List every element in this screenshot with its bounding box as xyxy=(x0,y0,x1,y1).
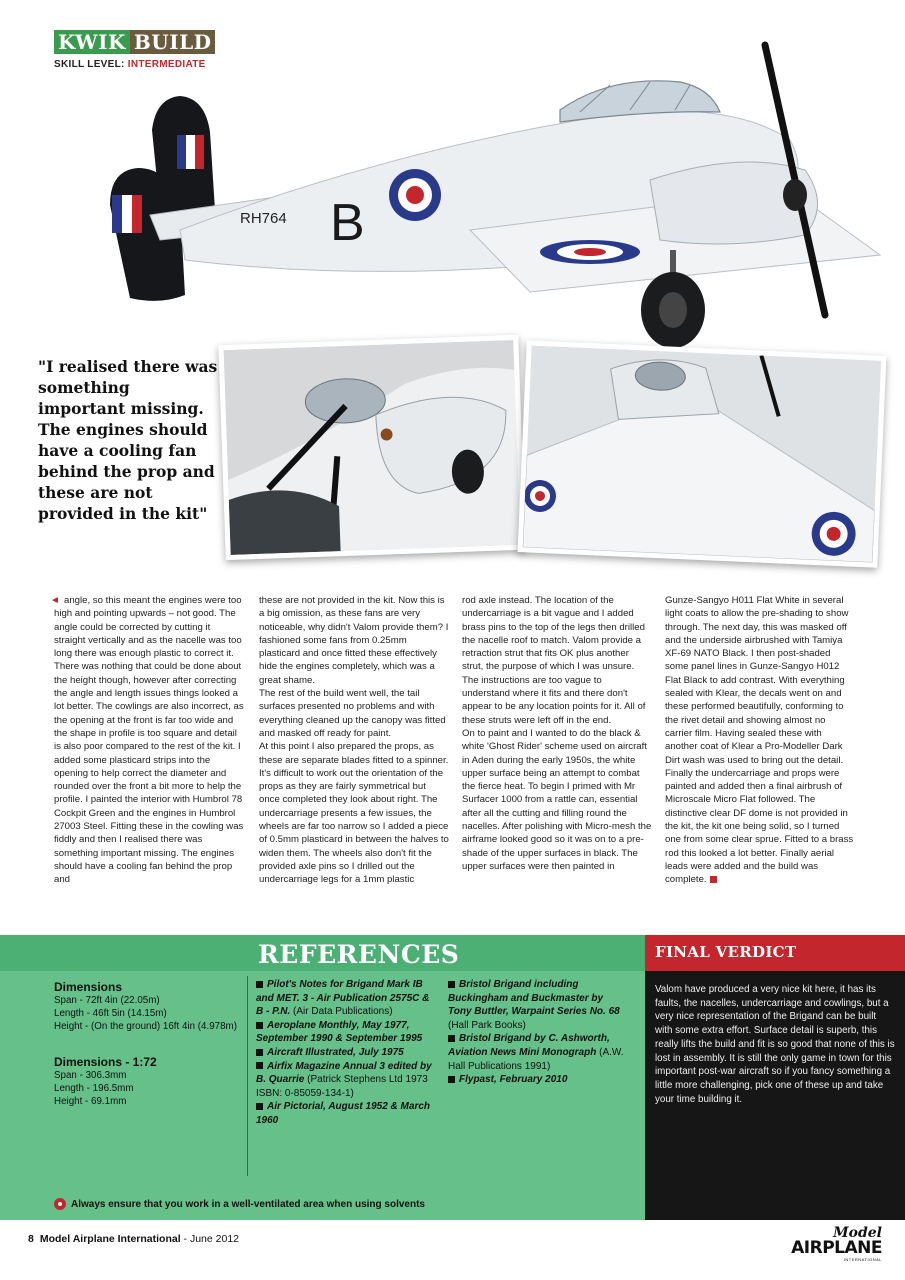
bullet-square-icon xyxy=(448,981,455,988)
reference-title: Aeroplane Monthly, May 1977, September 1990 & September 1995 xyxy=(256,1019,423,1045)
hero-code-letter: B xyxy=(330,194,365,252)
safety-note xyxy=(54,1198,425,1210)
article-col2-p1: these are not provided in the kit. Now this is a big omission, as these fans are very noticeable, why didn't Valom provide them? I fashioned some fans from 0.25mm plasticard and once fitted these effectively hide the engines completely, which was a great shame. xyxy=(259,595,449,686)
reference-item xyxy=(256,1100,436,1127)
article-col3-p1: rod axle instead. The location of the undercarriage is a bit vague and I added brass pins to the top of the legs then drilled the nacelle roof to match. Valom provide a retraction strut that fits OK plus another strut, the purpose of which I was unsure. The instructions are too vague to understand where it fits and there don't appear to be any location points for it. All of these struts were left off in the end. xyxy=(462,595,646,726)
safety-note-text: Always ensure that you work in a well-ventilated area when using solvents xyxy=(71,1198,425,1210)
badge-build: BUILD xyxy=(130,30,216,54)
page-number: 8 xyxy=(28,1233,34,1245)
final-verdict-panel xyxy=(645,935,905,1220)
reference-detail: (A.W. Hall Publications 1991) xyxy=(448,1046,624,1072)
dimension-span: Span - 72ft 4in (22.05m) xyxy=(54,995,160,1006)
magazine-logo xyxy=(782,1226,882,1262)
dimension-length: Length - 46ft 5in (14.15m) xyxy=(54,1008,167,1019)
skill-prefix: SKILL LEVEL: xyxy=(54,59,125,70)
reference-title: Flypast, February 2010 xyxy=(459,1074,568,1086)
dimension-height: Height - (On the ground) 16ft 4in (4.978m) xyxy=(54,1021,237,1032)
bullet-square-icon xyxy=(256,1062,263,1069)
article-col3-p2: On to paint and I wanted to do the black & white 'Ghost Rider' scheme used on aircraft in Aden during the early 1950s, the white upper surface being an attempt to combat the fierce heat. To begin I primed with Mr Surfacer 1000 from a rattle can, essential after all the cutting and filling round the nacelles. After polishing with Micro-mesh the airframe looked good so it was on to a pre-shade of the upper surfaces in black. The upper surfaces were then painted in xyxy=(462,727,652,872)
final-verdict-header xyxy=(645,935,905,971)
photo-wing-detail xyxy=(518,340,887,568)
continued-arrow-icon: ◄ xyxy=(50,595,60,606)
reference-item xyxy=(256,1046,436,1060)
bullet-square-icon xyxy=(448,1035,455,1042)
hazard-icon xyxy=(54,1198,66,1210)
reference-detail: (Patrick Stephens Ltd 1973 ISBN: 0-85059-134-1) xyxy=(256,1074,428,1099)
reference-item xyxy=(448,1032,628,1073)
page-footer xyxy=(28,1233,239,1245)
bullet-square-icon xyxy=(256,981,263,988)
magazine-name: Model Airplane International xyxy=(39,1233,181,1245)
article-col1-text: angle, so this meant the engines were too high and pointing upwards – not good. The angle could be corrected by cutting it straight vertically and as the nacelle was too long there was enough plastic to correct it. There was nothing that could be done about the height though, however after correcting the angle and length issues things looked a lot better. The cowlings are also incorrect, as the opening at the front is far too wide and the shape in profile is too square and detail is also poor compared to the rest of the kit. I added some plasticard strips into the opening to help correct the diameter and rounded over the front a bit more to help the profile. I painted the interior with Humbrol 78 Cockpit Green and the engines in Humbrol 27003 Steel. Fitting these in the cowling was fiddly and then I realised there was something important missing. The engines should have a cooling fan behind the prop and xyxy=(54,595,244,886)
bullet-square-icon xyxy=(256,1103,263,1110)
reference-item xyxy=(256,978,436,1019)
dimensions-block xyxy=(54,980,239,1108)
article-col2-p3: At this point I also prepared the props, as these are separate blades fitted to a spinner. It's difficult to work out the orientation of the props as they are fairly symmetrical but once completed they look about right. The undercarriage presents a few issues, the wheels are far too narrow so I added a piece of 0.5mm plasticard in between the halves to widen them. The wheels also don't fit the provided axle pins so I drilled out the undercarriage legs for a 1mm plastic xyxy=(259,741,449,886)
end-of-article-icon xyxy=(710,876,717,883)
badge-kwik: KWIK xyxy=(54,30,130,54)
article-column-3 xyxy=(462,594,652,873)
scale-height: Height - 69.1mm xyxy=(54,1096,127,1107)
scale-dimensions-title: Dimensions - 1:72 xyxy=(54,1055,157,1069)
pull-quote: "I realised there was something important missing. The engines should have a cooling fan behind the prop and these are not provided in the kit" xyxy=(38,357,218,523)
reference-title: Aircraft Illustrated, July 1975 xyxy=(267,1046,404,1058)
article-column-2 xyxy=(259,594,449,887)
logo-line-international: INTERNATIONAL xyxy=(843,1257,882,1262)
reference-item xyxy=(256,1060,436,1101)
reference-title: Bristol Brigand by C. Ashworth, Aviation News Mini Monograph xyxy=(448,1033,610,1058)
reference-list-1 xyxy=(256,978,436,1128)
hero-aircraft-image xyxy=(90,30,905,360)
reference-title: Bristol Brigand including Buckingham and Buckmaster by Tony Buttler, Warpaint Series No. 68 xyxy=(448,979,620,1018)
logo-line-airplane: AIRPLANE xyxy=(791,1238,882,1258)
reference-list-2 xyxy=(448,978,628,1087)
final-verdict-text: Valom have produced a very nice kit here, it has its faults, the nacelles, undercarriage and cowlings, but a very nice representation of the Brigand can be built with some extra effort. Surface detail is superb, this really lifts the build and fit is so good that none of this is lost in assembly. It is still the only game in town for this important post-war aircraft so if you fancy something a little more challenging, pick one of these up and take your time building it. xyxy=(655,984,895,1105)
final-verdict-title: FINAL VERDICT xyxy=(655,943,797,961)
reference-item xyxy=(448,1073,628,1087)
hero-serial-text: RH764 xyxy=(240,210,287,227)
reference-detail: (Hall Park Books) xyxy=(448,1019,526,1031)
article-col4-body: Gunze-Sangyo H011 Flat White in several light coats to allow the pre-shading to show through. The next day, this was masked off and the underside airbrushed with Tamiya XF-69 NATO Black. I then post-shaded some panel lines in Gunze-Sangyo H012 Flat Black to add contrast. With everything sealed with Klear, the decals went on and these performed beautifully, conforming to the rivet detail and showing almost no carrier film. Having sealed these with another coat of Klear a Pro-Modeller Dark Dirt wash was used to bring out the detail. Finally the undercarriage and props were painted and added then a final airbrush of Microscale Micro Flat followed. The distinctive clear DF dome is not provided in the kit, the kit one being solid, so I turned one from some clear sprue. Fitted to a brass rod this looked a lot better. Finally aerial leads were added and the build was complete. xyxy=(665,595,854,886)
bullet-square-icon xyxy=(256,1022,263,1029)
article-col2-p2: The rest of the build went well, the tail surfaces presented no problems and with everything cleaned up the canopy was fitted and masked off ready for paint. xyxy=(259,688,446,739)
reference-title: Air Pictorial, August 1952 & March 1960 xyxy=(256,1101,431,1126)
issue-date: - June 2012 xyxy=(180,1233,240,1245)
logo-line-model: Model xyxy=(833,1225,882,1241)
scale-span: Span - 306.3mm xyxy=(54,1070,127,1081)
reference-item xyxy=(256,1019,436,1046)
references-title: REFERENCES xyxy=(258,940,460,969)
dimensions-title: Dimensions xyxy=(54,980,123,994)
article-col4-text xyxy=(665,594,855,887)
reference-item xyxy=(448,978,628,1032)
scale-length: Length - 196.5mm xyxy=(54,1083,134,1094)
article-column-1 xyxy=(50,594,244,887)
bullet-square-icon xyxy=(256,1049,263,1056)
reference-detail: (Air Data Publications) xyxy=(290,1006,393,1018)
reference-title: Airfix Magazine Annual 3 edited by B. Quarrie xyxy=(256,1060,432,1086)
reference-title: Pilot's Notes for Brigand Mark IB and MET. 3 - Air Publication 2575C & B - P.N. xyxy=(256,979,430,1018)
references-divider xyxy=(247,976,248,1176)
skill-level-value: INTERMEDIATE xyxy=(127,59,206,70)
bullet-square-icon xyxy=(448,1076,455,1083)
article-column-4 xyxy=(665,594,855,887)
photo-nose-detail xyxy=(218,335,525,560)
